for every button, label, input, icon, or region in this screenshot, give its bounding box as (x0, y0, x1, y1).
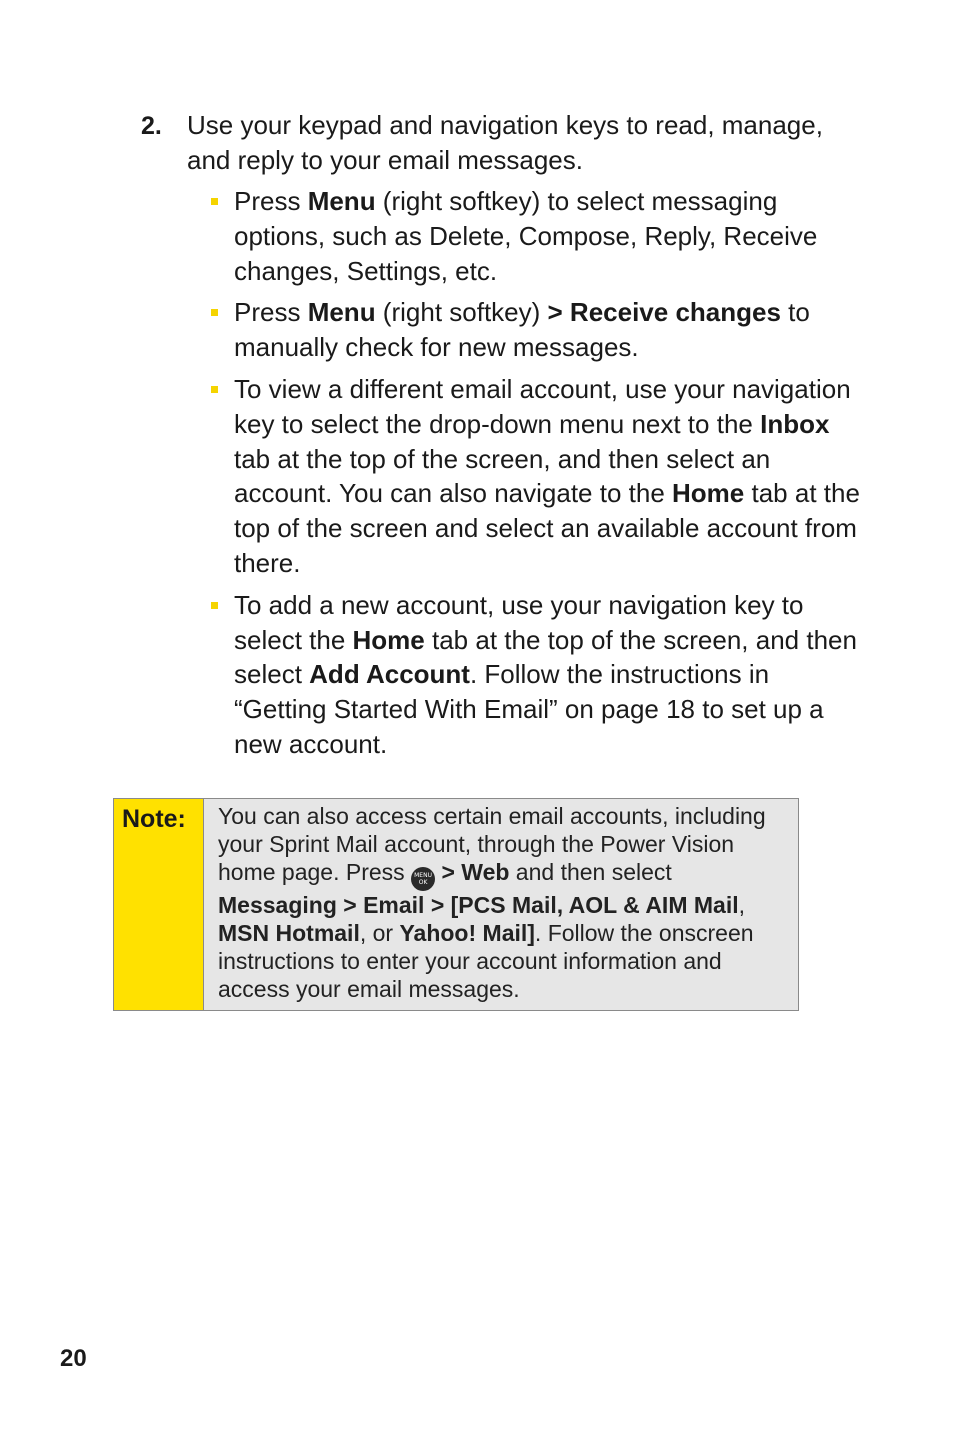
note-box (113, 798, 799, 1011)
step-text: Use your keypad and navigation keys to read, manage, and reply to your email messages. (187, 110, 823, 175)
messaging-path-label: Messaging > Email > [PCS Mail, AOL & AIM Mail (218, 892, 739, 918)
menu-label: Menu (307, 297, 376, 328)
msn-hotmail-label: MSN Hotmail (218, 920, 360, 946)
home-label: Home (672, 478, 745, 509)
bullet-marker-icon (211, 386, 218, 393)
bullet-list (187, 184, 861, 762)
bullet-marker-icon (211, 602, 218, 609)
add-account-label: Add Account (309, 659, 470, 690)
bullet-item: Press Menu (right softkey) > Receive changes to manually check for new messages. (187, 295, 861, 365)
receive-changes-label: > Receive changes (547, 297, 781, 328)
bullet-marker-icon (211, 309, 218, 316)
note-label: Note: (122, 805, 186, 833)
menu-label: Menu (307, 186, 376, 216)
web-label: > Web (435, 859, 510, 885)
menu-ok-key-icon: MENU OK (411, 867, 435, 891)
page-number: 20 (60, 1345, 87, 1372)
note-label-cell (114, 799, 204, 1010)
bullet-marker-icon (211, 198, 218, 205)
bullet-item: To view a different email account, use your navigation key to select the drop-down menu next to the Inbox tab at the top of the screen, and then select an account. You can also navigate to the Home tab at the top of the screen and select an available account from there. (187, 372, 861, 581)
note-body: You can also access certain email accounts, including your Sprint Mail account, through the Power Vision home page. Press MENU OK > Web and then select Messaging > Email > [PCS Mail, AOL & AIM Mail, MSN Hotmail, or Yahoo! Mail]. Follow the onscreen instructions to enter your account information and access your email messages. (204, 799, 798, 1010)
bullet-item: Press Menu (right softkey) to select messaging options, such as Delete, Compose, Reply, Receive changes, Settings, etc. (187, 184, 861, 288)
step-number: 2. (141, 112, 162, 140)
yahoo-mail-label: Yahoo! Mail] (399, 920, 535, 946)
home-label: Home (352, 624, 425, 655)
inbox-label: Inbox (760, 408, 830, 439)
step-2 (141, 108, 861, 769)
bullet-item: To add a new account, use your navigation key to select the Home tab at the top of the screen, and then select Add Account. Follow the instructions in “Getting Started With Email” on page 18 to set up a new account. (187, 588, 861, 762)
